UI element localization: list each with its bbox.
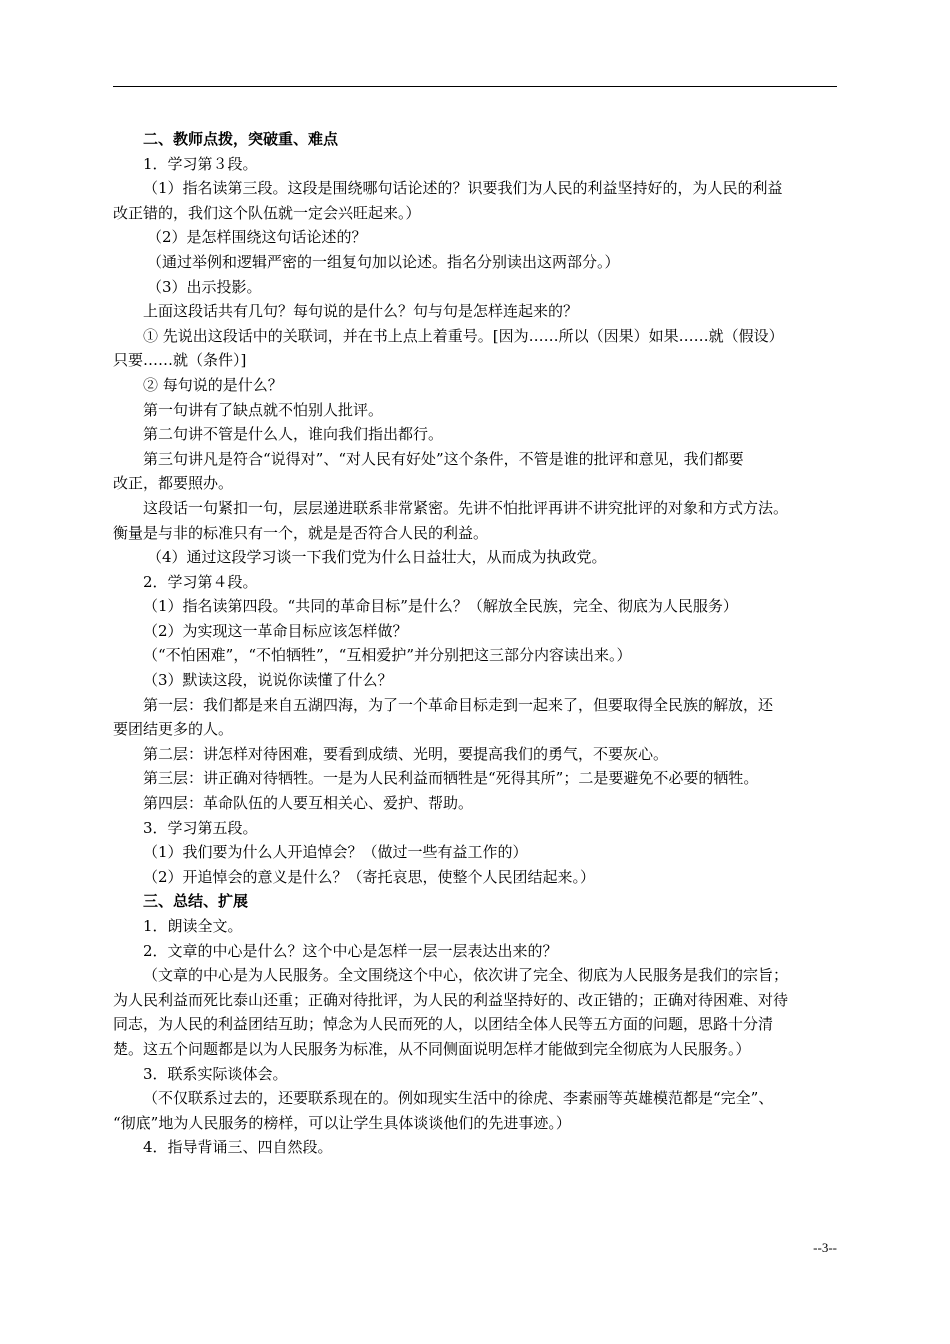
- text-line: 楚。这五个问题都是以为人民服务为标准，从不同侧面说明怎样才能做到完全彻底为人民服务。）: [113, 1039, 751, 1058]
- text-line: 3．联系实际谈体会。: [143, 1064, 288, 1083]
- text-line: 第二句讲不管是什么人，谁向我们指出都行。: [143, 425, 444, 444]
- text-line: 2．学习第４段。: [143, 572, 258, 591]
- text-line: 衡量是与非的标准只有一个，就是是否符合人民的利益。: [113, 523, 489, 542]
- text-line: 上面这段话共有几句？每句说的是什么？句与句是怎样连起来的？: [143, 302, 579, 321]
- header-rule: [113, 86, 837, 87]
- text-line: （4）通过这段学习谈一下我们党为什么日益壮大，从而成为执政党。: [147, 548, 607, 567]
- text-line: （3）默读这段，说说你读懂了什么？: [143, 671, 393, 690]
- text-line: （1）指名读第三段。这段是围绕哪句话论述的？识要我们为人民的利益坚持好的，为人民的利益: [143, 179, 783, 198]
- text-line: 第二层：讲怎样对待困难，要看到成绩、光明，要提高我们的勇气，不要灰心。: [143, 744, 669, 763]
- section-heading: 二、教师点拨，突破重、难点: [143, 130, 339, 148]
- text-line: 要团结更多的人。: [113, 720, 234, 739]
- text-line: 1．朗读全文。: [143, 917, 243, 935]
- text-line: （“不怕困难”，“不怕牺牲”，“互相爱护”并分别把这三部分内容读出来。）: [143, 646, 632, 665]
- text-line: （2）开追悼会的意义是什么？（寄托哀思，使整个人民团结起来。）: [143, 867, 596, 886]
- document-body: [113, 127, 837, 1160]
- text-line: 2．文章的中心是什么？这个中心是怎样一层一层表达出来的？: [143, 941, 558, 960]
- text-line: 1．学习第３段。: [143, 154, 258, 173]
- text-line: 同志，为人民的利益团结互助；悼念为人民而死的人，以团结全体人民等五方面的问题，思路十分清: [113, 1015, 774, 1034]
- text-line: “彻底”地为人民服务的榜样，可以让学生具体谈谈他们的先进事迹。）: [113, 1113, 571, 1132]
- page-number: --3--: [813, 1240, 837, 1255]
- text-line: 改正，都要照办。: [113, 474, 234, 493]
- text-line: 第三句讲凡是符合“说得对”、“对人民有好处”这个条件，不管是谁的批评和意见，我们都要: [143, 449, 744, 468]
- text-line: （2）为实现这一革命目标应该怎样做？: [143, 621, 408, 640]
- text-line: 第四层：革命队伍的人要互相关心、爱护、帮助。: [143, 794, 474, 813]
- text-line: （3）出示投影。: [147, 277, 262, 296]
- text-line: 只要……就（条件）]: [113, 351, 247, 370]
- text-line: （1）指名读第四段。“共同的革命目标”是什么？（解放全民族，完全、彻底为人民服务）: [143, 597, 738, 616]
- text-line: 4．指导背诵三、四自然段。: [143, 1138, 333, 1157]
- text-line: （2）是怎样围绕这句话论述的？: [147, 228, 367, 247]
- text-line: 第一层：我们都是来自五湖四海，为了一个革命目标走到一起来了，但要取得全民族的解放，还: [143, 695, 774, 714]
- text-line: 这段话一句紧扣一句，层层递进联系非常紧密。先讲不怕批评再讲不讲究批评的对象和方式方法。: [143, 498, 789, 517]
- text-line: ② 每句说的是什么？: [143, 375, 283, 394]
- text-line: 改正错的，我们这个队伍就一定会兴旺起来。）: [113, 203, 421, 222]
- text-line: （不仅联系过去的，还要联系现在的。例如现实生活中的徐虎、李素丽等英雄模范都是“完全”、: [143, 1089, 774, 1108]
- text-line: ① 先说出这段话中的关联词，并在书上点上着重号。[因为……所以（因果）如果……就（假设）: [143, 326, 784, 345]
- text-line: （1）我们要为什么人开追悼会？（做过一些有益工作的）: [143, 843, 528, 862]
- text-line: 3．学习第五段。: [143, 818, 258, 837]
- text-line: 为人民利益而死比泰山还重；正确对待批评，为人民的利益坚持好的、改正错的；正确对待困难、对待: [113, 990, 789, 1009]
- text-line: （文章的中心是为人民服务。全文围绕这个中心，依次讲了完全、彻底为人民服务是我们的宗旨；: [143, 966, 789, 985]
- text-line: 第三层：讲正确对待牺牲。一是为人民利益而牺牲是“死得其所”；二是要避免不必要的牺牲。: [143, 769, 759, 788]
- section-heading: 三、总结、扩展: [143, 892, 249, 911]
- text-line: （通过举例和逻辑严密的一组复句加以论述。指名分别读出这两部分。）: [147, 252, 620, 271]
- text-line: 第一句讲有了缺点就不怕别人批评。: [143, 400, 384, 419]
